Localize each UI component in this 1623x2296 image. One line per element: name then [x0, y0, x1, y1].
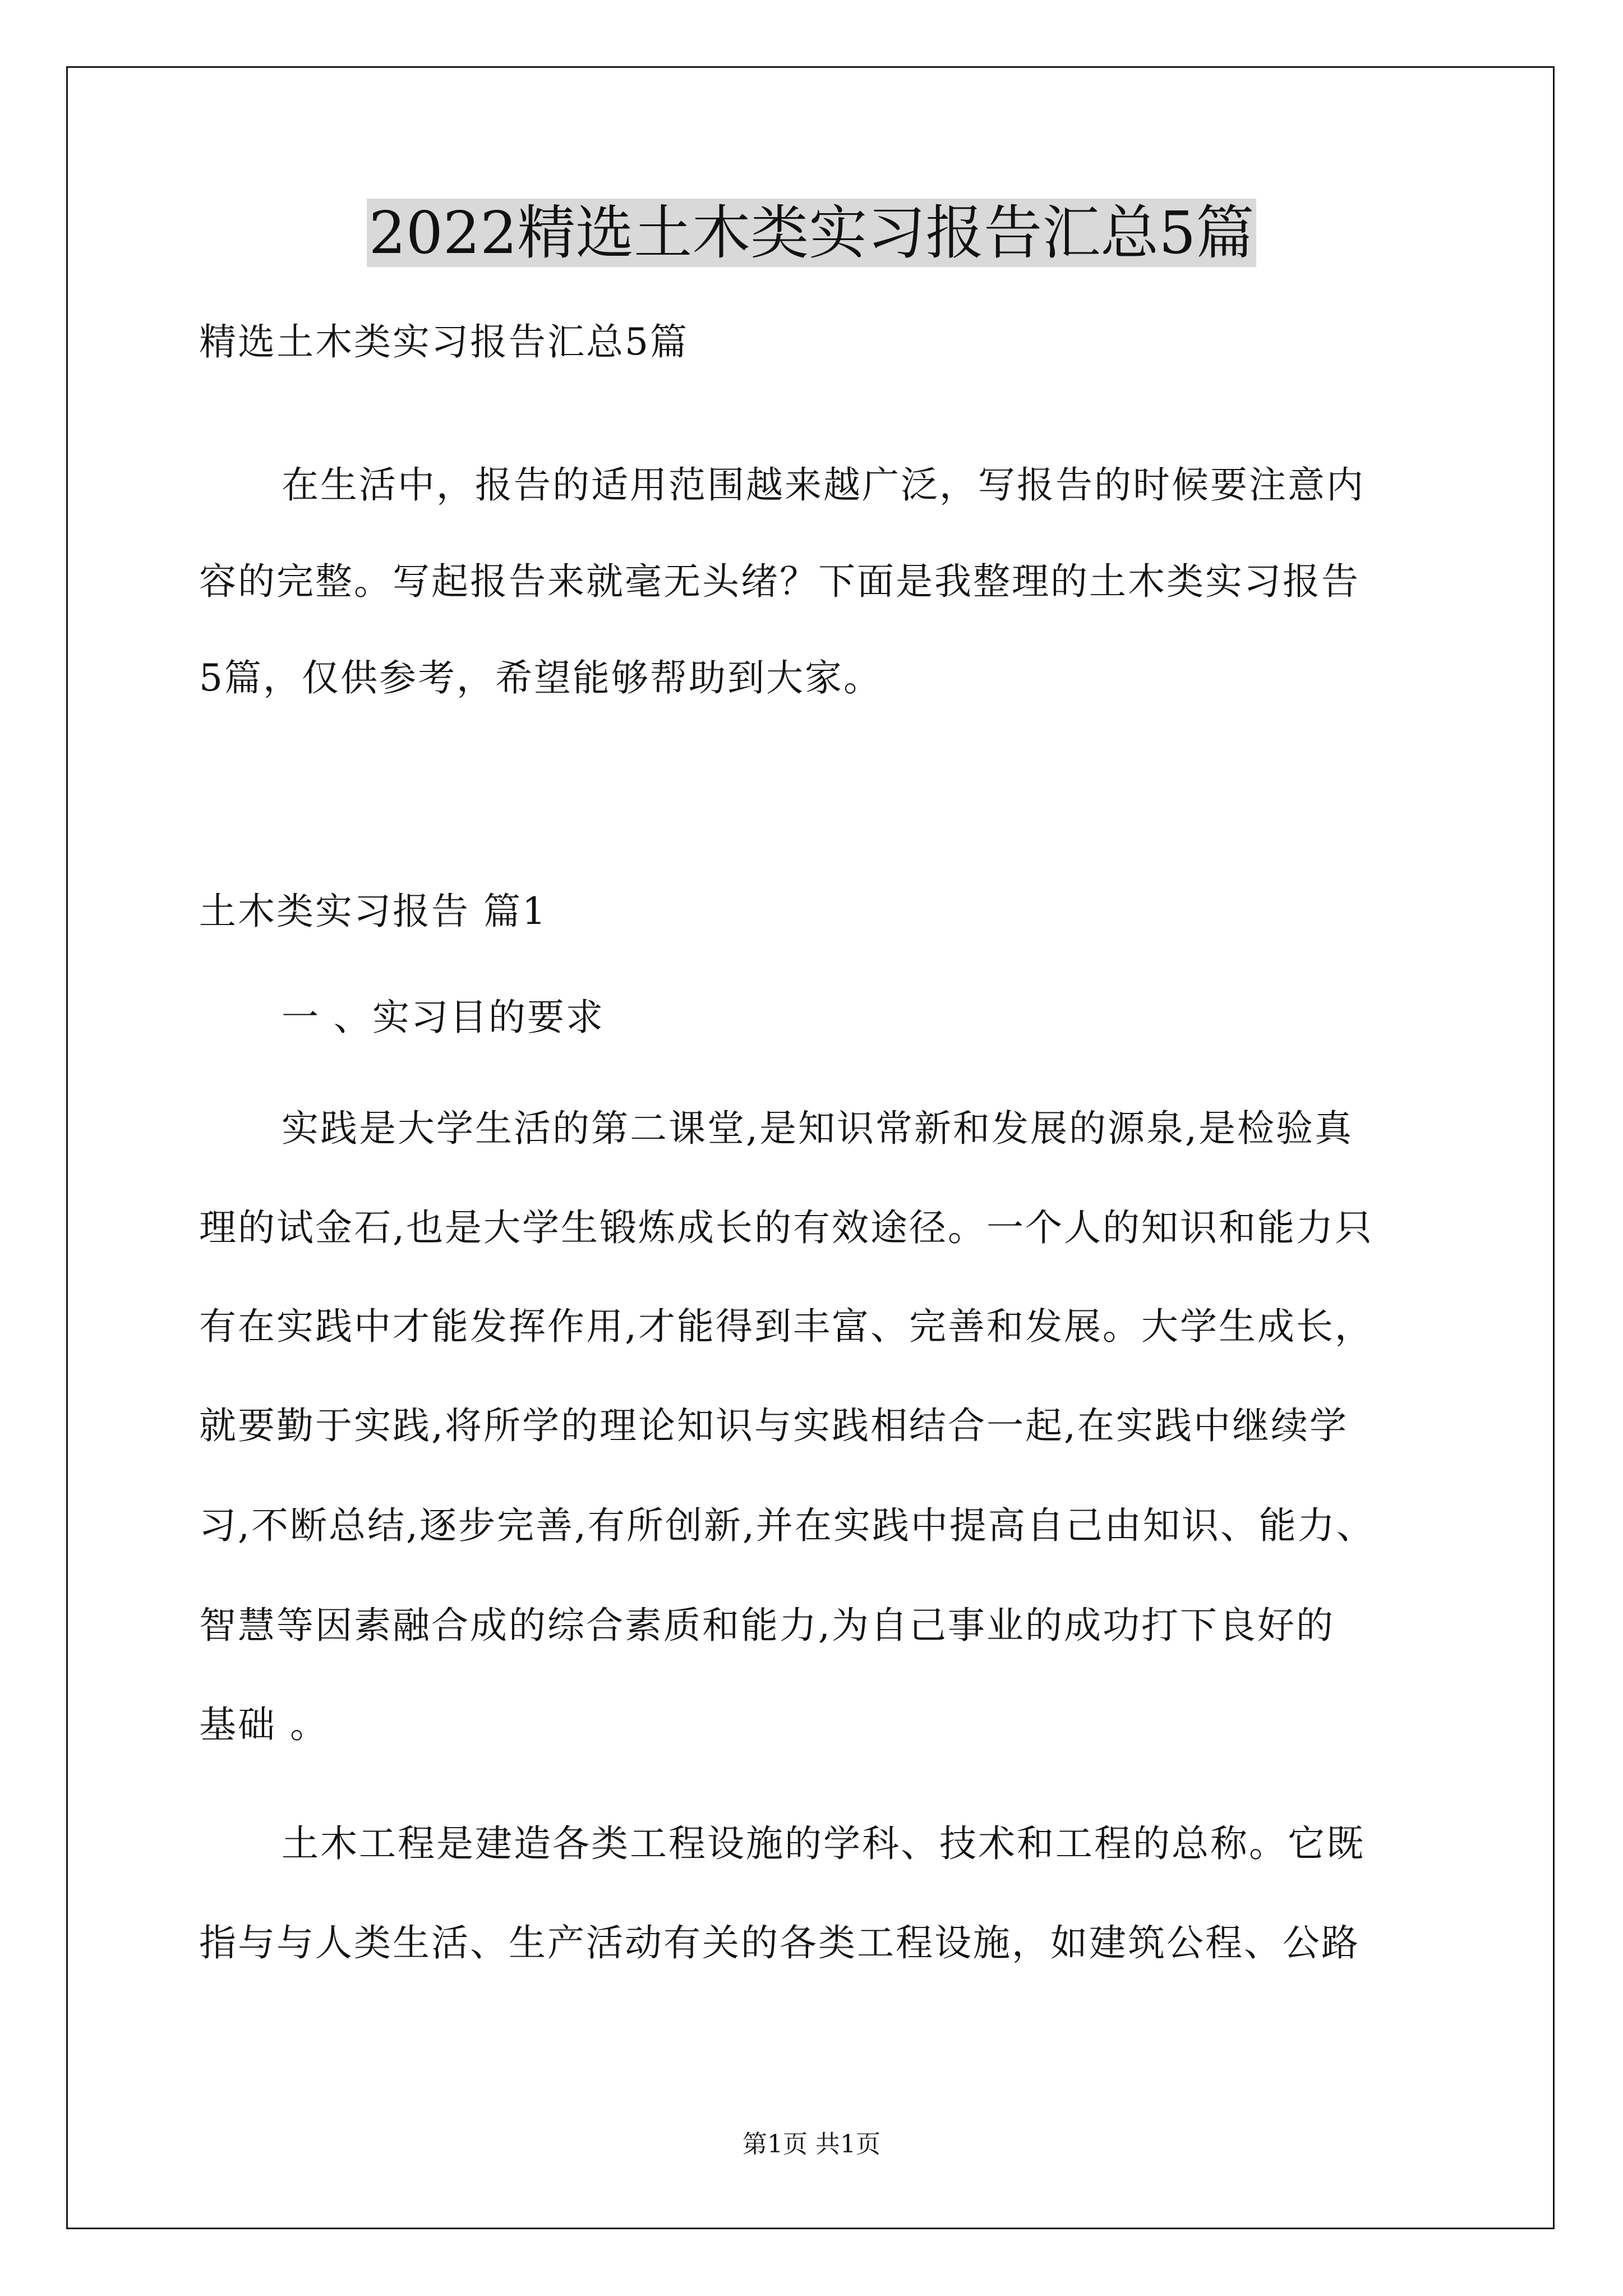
- section-heading: 土木类实习报告 篇1: [199, 890, 547, 933]
- paragraph-line: 土木工程是建造各类工程设施的学科、技术和工程的总称。它既: [282, 1822, 1365, 1865]
- intro-line: 在生活中，报告的适用范围越来越广泛，写报告的时候要注意内: [282, 463, 1365, 507]
- paragraph-line: 智慧等因素融合成的综合素质和能力,为自己事业的成功打下良好的: [199, 1604, 1335, 1647]
- paragraph-line: 习,不断总结,逐步完善,有所创新,并在实践中提高自己由知识、能力、: [199, 1504, 1375, 1547]
- paragraph-line: 指与与人类生活、生产活动有关的各类工程设施，如建筑公程、公路: [199, 1921, 1360, 1964]
- document-title-text: 2022精选土木类实习报告汇总5篇: [367, 199, 1257, 267]
- page-footer: 第1页 共1页: [743, 2130, 880, 2159]
- paragraph-line: 理的试金石,也是大学生锻炼成长的有效途径。一个人的知识和能力只: [199, 1206, 1373, 1249]
- subsection-heading: 一 、实习目的要求: [282, 996, 605, 1039]
- paragraph-line: 基础 。: [199, 1703, 329, 1746]
- paragraph-line: 实践是大学生活的第二课堂,是知识常新和发展的源泉,是检验真: [282, 1107, 1353, 1150]
- paragraph-line: 就要勤于实践,将所学的理论知识与实践相结合一起,在实践中继续学: [199, 1404, 1348, 1447]
- paragraph-line: 有在实践中才能发挥作用,才能得到丰富、完善和发展。大学生成长，: [199, 1305, 1373, 1348]
- intro-line: 容的完整。写起报告来就毫无头绪？下面是我整理的土木类实习报告: [199, 560, 1360, 603]
- document-title: [0, 194, 1623, 272]
- document-subtitle: 精选土木类实习报告汇总5篇: [199, 320, 689, 364]
- intro-line: 5篇，仅供参考，希望能够帮助到大家。: [199, 656, 882, 700]
